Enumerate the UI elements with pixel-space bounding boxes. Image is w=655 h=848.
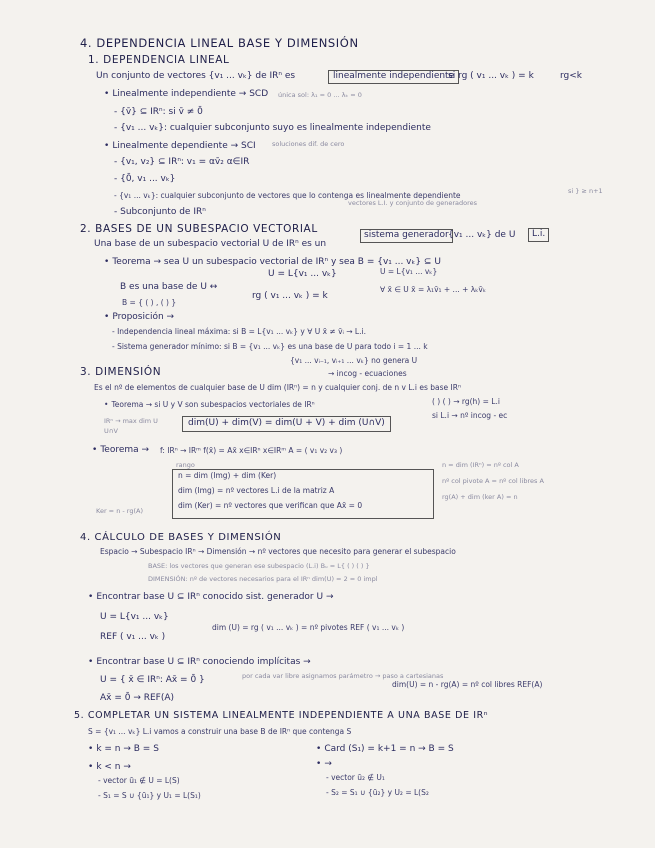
s1-ld-3b: si } ≥ n+1 [568,187,603,195]
s3-thm1-side2: si L.i → nº incog - ec [432,411,508,420]
s1-li-title: • Linealmente independiente → SCD [104,90,268,100]
s1-ld-title: • Linealmente dependiente → SCI [104,142,256,152]
s2-c1a: U = L{v₁ ... vₖ} [268,269,337,279]
s5-l1: • k = n → B = S [88,745,159,755]
s1-ld-3: - {v₁ ... vₖ}: cualquier subconjunto de vectores que lo contenga es linealmente dependiente [114,191,461,200]
s4-enc1-b: REF ( v₁ ... vₖ ) [100,632,166,642]
s5-line1: S = {v₁ ... vₖ} L.i vamos a construir una base B de IRⁿ que contenga S [88,727,352,736]
s5-title: 5. COMPLETAR UN SISTEMA LINEALMENTE INDEPENDIENTE A UNA BASE DE IRⁿ [74,710,489,721]
s3-thm2-side3: rg(A) + dim (ker A) = n [442,493,518,501]
s3-thm2: • Teorema → [92,446,149,456]
s3-title: 3. DIMENSIÓN [80,366,162,378]
s1-li-1: - {v̄} ⊆ IRⁿ: si v̄ ≠ 0̄ [114,107,203,117]
s5-r3: - vector ū₂ ∉ U₁ [326,773,385,782]
s2-c2a: U = L{v₁ ... vₖ} [380,267,438,276]
s2-def-b: {v₁ ... vₖ} de U [448,230,516,240]
s4-line1: Espacio → Subespacio IRⁿ → Dimensión → nº vectores que necesito para generar el subespacio [100,547,456,556]
s4-enc1-a: U = L{v₁ ... vₖ} [100,612,169,622]
s4-base-note: BASE: los vectores que generan ese subespacio (L.i) Bᵤ = L{ ( ) ( ) } [148,562,370,570]
s2-thm: • Teorema → sea U un subespacio vectorial de IRⁿ y sea B = {v₁ ... vₖ} ⊆ U [104,258,441,268]
s2-b-a: B es una base de U ↔ [120,282,218,292]
s1-def-a: Un conjunto de vectores {v₁ ... vₖ} de IRⁿ es [96,71,296,81]
s1-li-note: única sol: λ₁ = 0 ... λₖ = 0 [278,91,362,99]
s2-def-box: sistema generador [360,229,453,243]
s2-def-a: Una base de un subespacio vectorial U de IRⁿ es un [94,239,327,249]
s3-thm1-note2: U∩V [104,427,118,435]
s3-img-lbl: rango [176,461,195,469]
s1-ld-1: - {v₁, v₂} ⊆ IRⁿ: v₁ = αv̄₂ α∈IR [114,157,250,167]
s2-def-box2: L.i. [528,228,549,242]
s3-thm1-side: ( ) ( ) → rg(h) = L.i [432,397,500,406]
s2-p2: - Sistema generador mínimo: si B = {v₁ ... vₖ} es una base de U para todo i = 1 ... k [112,342,428,351]
s5-r1: • Card (S₁) = k+1 = n → B = S [316,745,454,755]
s1-title: 1. DEPENDENCIA LINEAL [88,54,230,66]
s5-r4: - S₂ = S₁ ∪ {ū₂} y U₂ = L(S₂ [326,788,429,797]
s4-title: 4. CÁLCULO DE BASES Y DIMENSIÓN [80,532,282,543]
s3-thm1-box: dim(U) + dim(V) = dim(U + V) + dim (U∩V) [182,416,391,432]
s5-l3: - vector ū₁ ∉ U = L(S) [98,776,180,785]
s3-thm2-map: f: IRⁿ → IRᵐ f(x̄) = Ax̄ x∈IRⁿ x∈IRᵐ A = ( v₁ v₂ v₃ ) [160,446,343,455]
s2-prop: • Proposición → [104,313,174,323]
s2-c2b: ∀ x̄ ∈ U x̄ = λ₁v̄₁ + ... + λₖv̄ₖ [380,285,487,294]
s4-enc2-c: dim(U) = n - rg(A) = nº col libres REF(A) [392,680,543,689]
s2-title: 2. BASES DE UN SUBESPACIO VECTORIAL [80,223,318,235]
s4-enc1-c: dim (U) = rg ( v₁ ... vₖ ) = nº pivotes REF ( v₁ ... vₖ ) [212,623,405,632]
s3-thm2-r1: n = dim (Img) + dim (Ker) [178,471,277,480]
s3-thm1: • Teorema → si U y V son subespacios vectoriales de IRⁿ [104,401,315,409]
s1-ld-note: soluciones dif. de cero [272,140,345,148]
s1-ld-2: - {0̄, v₁ ... vₖ} [114,174,176,184]
s4-enc2-note: por cada var libre asignamos parámetro → paso a cartesianas [242,672,444,680]
s2-p2b: {v₁ ... vᵢ₋₁, vᵢ₊₁ ... vₖ} no genera U [290,356,418,365]
main-title: 4. DEPENDENCIA LINEAL BASE Y DIMENSIÓN [80,36,359,50]
s2-c1b: rg ( v₁ ... vₖ ) = k [252,291,328,301]
s5-l2: • k < n → [88,763,131,773]
s1-def-c: rg<k [560,71,583,81]
s2-p1: - Independencia lineal máxima: si B = L{v₁ ... vₖ} y ∀ U x̄ ≠ v̄ᵢ → L.i. [112,327,366,336]
s1-def-b: si rg ( v₁ ... vₖ ) = k [448,71,534,81]
s1-ld-4: - Subconjunto de IRⁿ [114,207,206,217]
s3-thm1-note: IRⁿ → max dim U [104,417,158,425]
s4-enc2: • Encontrar base U ⊆ IRⁿ conociendo implícitas → [88,658,311,668]
s2-p2c: → incog - ecuaciones [328,369,407,378]
s3-thm2-r3: dim (Ker) = nº vectores que verifican que Ax̄ = 0 [178,501,363,510]
s3-def: Es el nº de elementos de cualquier base de U dim (IRⁿ) = n y cualquier conj. de n v L.i es base IRⁿ [94,383,461,392]
s3-thm2-side2: nº col pivote A = nº col libres A [442,477,544,485]
s4-enc2-a: U = { x̄ ∈ IRⁿ: Ax̄ = 0̄ } [100,675,205,685]
s2-b-b: B = { ( ) , ( ) } [122,298,177,307]
s3-thm2-left: Ker = n - rg(A) [96,507,143,515]
s1-li-2: - {v₁ ... vₖ}: cualquier subconjunto suyo es linealmente independiente [114,123,431,133]
s5-l4: - S₁ = S ∪ {ū₁} y U₁ = L(S₁) [98,791,201,800]
s4-enc2-b: Ax̄ = 0̄ → REF(A) [100,693,175,703]
s4-dim-note: DIMENSIÓN: nº de vectores necesarios para el IRⁿ dim(U) = 2 = 0 impl [148,575,378,583]
s4-enc1: • Encontrar base U ⊆ IRⁿ conocido sist. generador U → [88,593,334,603]
s1-def-box: linealmente independiente [328,70,459,84]
s2-title-note: vectores L.I. y conjunto de generadores [348,199,477,207]
s5-r2: • → [316,760,332,770]
s3-thm2-side1: n = dim (IRⁿ) = nº col A [442,461,519,469]
s3-thm2-r2: dim (Img) = nº vectores L.i de la matriz A [178,486,335,495]
